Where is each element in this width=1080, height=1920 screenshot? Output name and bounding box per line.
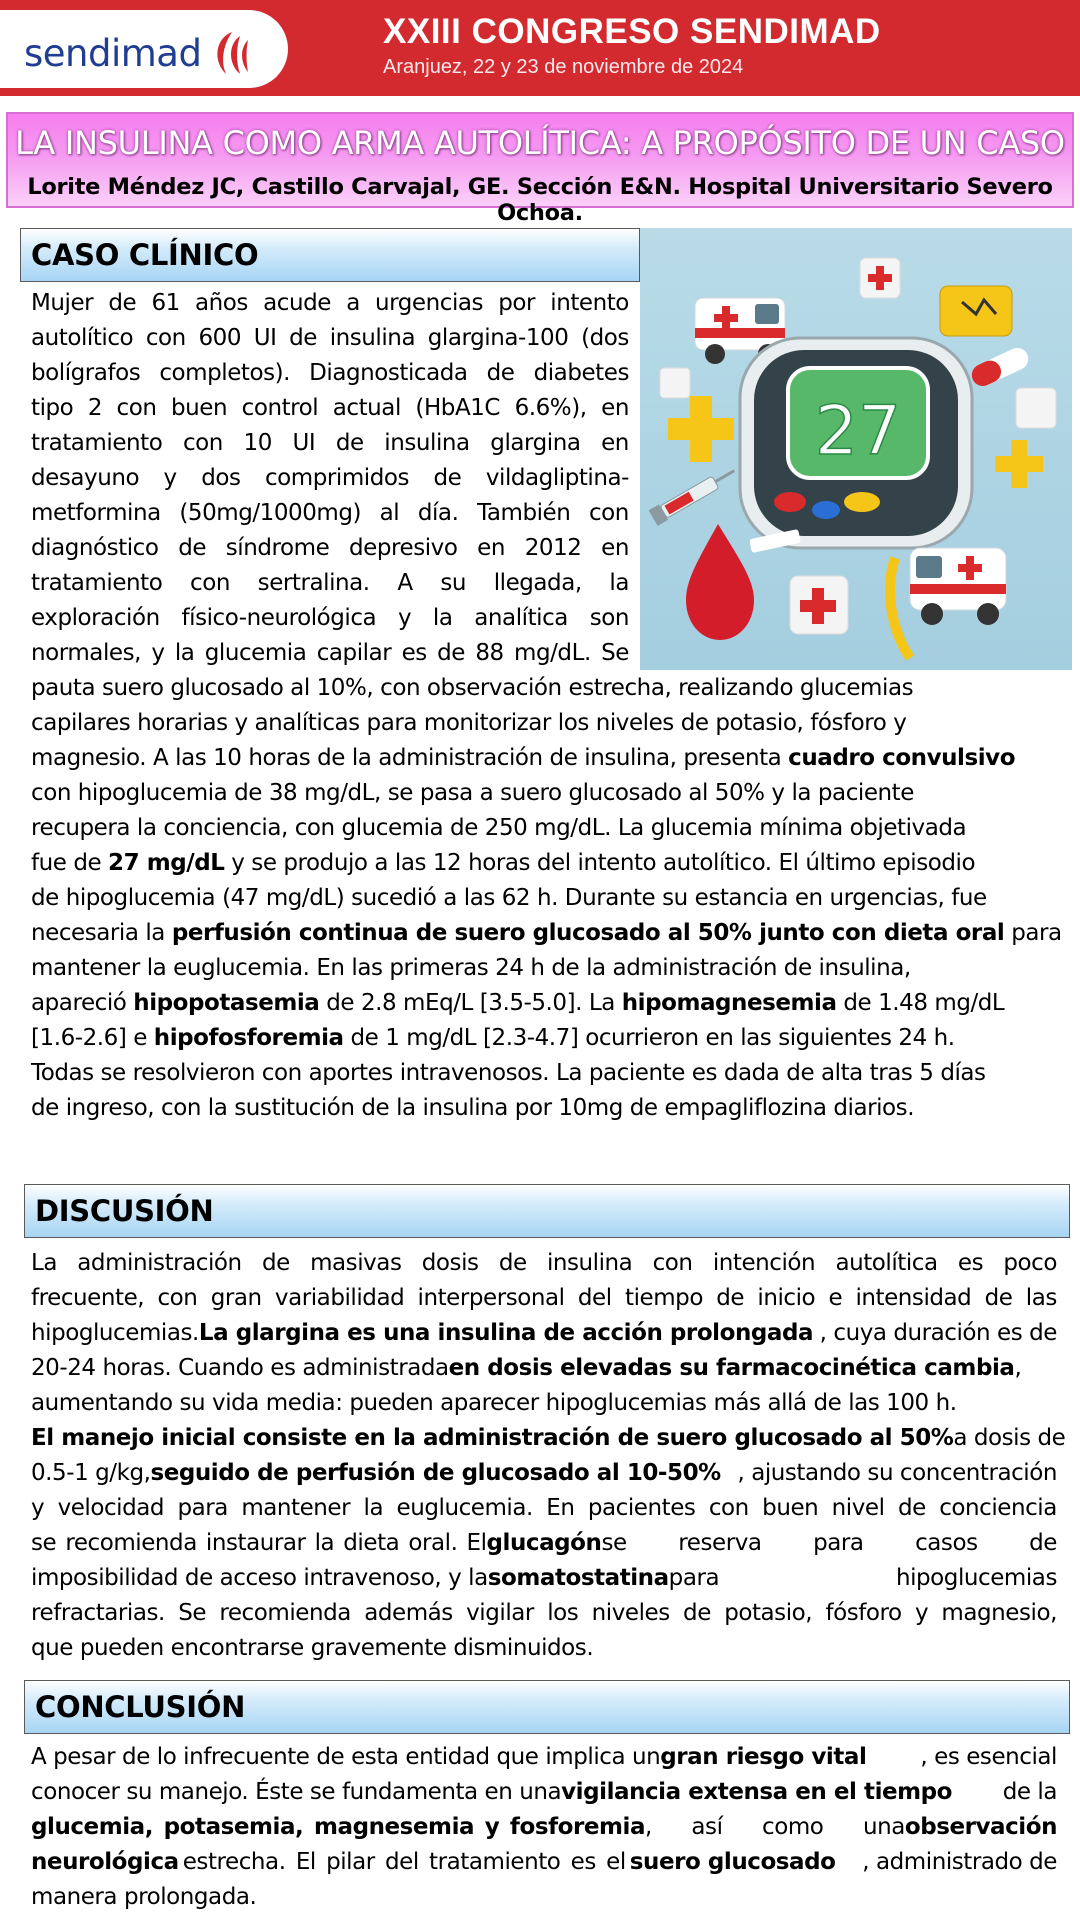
word: potasio, [724, 1600, 813, 1626]
bold-segment: suero glucosado [629, 1849, 836, 1875]
text-line [31, 1351, 1057, 1386]
word: analítica [474, 605, 568, 631]
word: tipo [31, 395, 74, 421]
word: euglucemia. [396, 1495, 533, 1521]
bold-segment: hipopotasemia [133, 990, 320, 1016]
word: e [828, 1285, 843, 1311]
text-line [31, 1561, 1057, 1596]
text-line: que pueden encontrarse gravemente disminuidos. [31, 1635, 594, 1661]
medical-box-icon [860, 258, 900, 298]
word: de [716, 1285, 745, 1311]
text-segment: necesaria la [31, 920, 172, 946]
text-line [31, 1281, 1057, 1316]
congress-title: XXIII CONGRESO SENDIMAD [383, 12, 881, 51]
word: Diagnosticada [309, 360, 468, 386]
word: de [984, 1285, 1013, 1311]
bold-segment: hipomagnesemia [621, 990, 837, 1016]
word: glargina [490, 430, 581, 456]
word: Se [601, 640, 629, 666]
word: al [379, 500, 400, 526]
word: 6.6%), [514, 395, 587, 421]
word: intención [712, 1250, 816, 1276]
word: sertralina. [257, 570, 370, 596]
word: nivel [831, 1495, 885, 1521]
word: la [363, 1495, 384, 1521]
word: control [241, 395, 319, 421]
word: completos). [159, 360, 291, 386]
congress-header [0, 0, 1080, 96]
bold-segment: glucemia, potasemia, magnesemia y fosforemia [31, 1814, 646, 1840]
word: insulina [546, 1250, 633, 1276]
text-segment: se reserva para casos de [601, 1530, 1058, 1556]
word: de [335, 430, 364, 456]
battery-box-icon [940, 286, 1012, 336]
word: con [190, 570, 230, 596]
word: del [577, 1285, 612, 1311]
text-line [31, 1526, 1057, 1561]
word: interpersonal [417, 1285, 565, 1311]
word: día. [417, 500, 459, 526]
word: dosis [421, 1250, 479, 1276]
word: llegada, [493, 570, 582, 596]
word: En [546, 1495, 575, 1521]
bold-segment: somatostatina [487, 1565, 669, 1591]
word: de [178, 535, 207, 561]
word: buen [762, 1495, 819, 1521]
text-line [31, 426, 629, 461]
word: Mujer [31, 290, 94, 316]
text-line [31, 846, 1061, 881]
text-segment: [1.6-2.6] e [31, 1025, 154, 1051]
word: vigilar [466, 1600, 534, 1626]
word: físico-neurológica [181, 605, 377, 631]
bold-segment: perfusión continua de suero glucosado al 50% junto con dieta oral [171, 920, 1005, 946]
bold-segment: hipofosforemia [153, 1025, 344, 1051]
word: glargina-100 [427, 325, 569, 351]
word: 10 [243, 430, 272, 456]
bold-segment: seguido de perfusión de glucosado al 10-50% [150, 1460, 721, 1486]
poster-title: LA INSULINA COMO ARMA AUTOLÍTICA: A PROPÓSITO DE UN CASO [15, 124, 1065, 162]
word: con [145, 325, 186, 351]
word: UI [292, 430, 316, 456]
bold-segment: gran riesgo vital [660, 1744, 867, 1770]
word: insulina [329, 325, 416, 351]
bold-segment: La glargina es una insulina de acción prolongada [198, 1320, 814, 1346]
text-line: de ingreso, con la sustitución de la insulina por 10mg de empagliflozina diarios. [31, 1095, 915, 1121]
word: tratamiento [31, 430, 163, 456]
text-line: recupera la conciencia, con glucemia de 250 mg/dL. La glucemia mínima objetivada [31, 815, 967, 841]
bold-segment: neurológica [31, 1849, 179, 1875]
word: exploración [31, 605, 160, 631]
word: y [914, 1600, 929, 1626]
text-line [31, 391, 629, 426]
word: magnesio, [941, 1600, 1057, 1626]
word: para [177, 1495, 228, 1521]
caso-clinico-heading [20, 228, 640, 282]
word: recomienda [219, 1600, 351, 1626]
word: pacientes [587, 1495, 696, 1521]
word: (50mg/1000mg) [179, 500, 362, 526]
word: y [397, 605, 412, 631]
word: mg/dL. [514, 640, 591, 666]
text-segment: conocer su manejo. Éste se fundamenta en una [31, 1779, 562, 1805]
word: tratamiento [31, 570, 163, 596]
text-segment: se recomienda instaurar la dieta oral. El [31, 1530, 487, 1556]
text-segment: , así como una [645, 1814, 905, 1840]
word: intento [550, 290, 629, 316]
text-line [31, 1810, 1057, 1845]
text-line [31, 1316, 1057, 1351]
word: con [182, 430, 223, 456]
poster-title-band [6, 112, 1074, 226]
text-line: con hipoglucemia de 38 mg/dL, se pasa a suero glucosado al 50% y la paciente [31, 780, 914, 806]
word: conciencia [939, 1495, 1057, 1521]
text-line [31, 1021, 1061, 1056]
word: variabilidad [274, 1285, 405, 1311]
word: de [433, 465, 462, 491]
text-segment: A pesar de lo infrecuente de esta entidad que implica un [31, 1744, 661, 1770]
discusion-text [31, 1246, 1066, 1666]
word: inicio [757, 1285, 816, 1311]
text-line [31, 1421, 1066, 1456]
bold-segment: 27 mg/dL [108, 850, 225, 876]
text-segment: y se produjo a las 12 horas del intento autolítico. El último episodio [224, 850, 976, 876]
text-segment: a dosis de [953, 1425, 1066, 1451]
caso-clinico-wide-text [31, 671, 1061, 1126]
text-line [31, 916, 1061, 951]
sugar-cube-icon [660, 368, 690, 398]
word: diabetes [533, 360, 629, 386]
text-line [31, 1491, 1057, 1526]
word: y [151, 640, 165, 666]
word: su [440, 570, 466, 596]
word: poco [1003, 1250, 1057, 1276]
word: de [486, 360, 515, 386]
text-segment: fue de [31, 850, 109, 876]
text-line: de hipoglucemia (47 mg/dL) sucedió a las 62 h. Durante su estancia en urgencias, fue [31, 885, 987, 911]
word: Se [178, 1600, 207, 1626]
word: fósforo [825, 1600, 902, 1626]
word: desayuno [31, 465, 140, 491]
word: en [601, 395, 629, 421]
word: 88 [475, 640, 504, 666]
text-segment: hipoglucemias. [31, 1320, 199, 1346]
medical-box-icon [790, 576, 848, 634]
text-segment: de 1.48 mg/dL [836, 990, 1005, 1016]
text-line [31, 986, 1061, 1021]
word: con [157, 1285, 198, 1311]
word: glucemia [204, 640, 307, 666]
conclusion-heading-text: CONCLUSIÓN [35, 1690, 246, 1724]
word: de [289, 325, 318, 351]
word: administración [77, 1250, 242, 1276]
sendimad-logo-icon [202, 30, 258, 78]
text-line [31, 286, 629, 321]
word: dos [201, 465, 241, 491]
word: UI [253, 325, 277, 351]
text-line [31, 461, 629, 496]
word: 2 [87, 395, 102, 421]
text-line [31, 1740, 1057, 1775]
text-segment: para [1004, 920, 1062, 946]
word: actual [332, 395, 401, 421]
word: en [477, 535, 505, 561]
text-line: capilares horarias y analíticas para monitorizar los niveles de potasio, fósforo y [31, 710, 907, 736]
word: (HbA1C [415, 395, 501, 421]
word: masivas [310, 1250, 402, 1276]
word: acude [263, 290, 331, 316]
word: los [547, 1600, 579, 1626]
discusion-heading-text: DISCUSIÓN [35, 1194, 214, 1228]
word: intensidad [855, 1285, 972, 1311]
word: con [708, 1495, 749, 1521]
word: gran [210, 1285, 262, 1311]
text-segment: estrecha. El pilar del tratamiento es el [182, 1849, 626, 1875]
text-segment: de 1 mg/dL [2.3-4.7] ocurrieron en las siguientes 24 h. [343, 1025, 955, 1051]
word: además [364, 1600, 453, 1626]
word: es [957, 1250, 984, 1276]
text-line [31, 496, 629, 531]
congress-subtitle: Aranjuez, 22 y 23 de noviembre de 2024 [383, 56, 744, 78]
word: mantener [241, 1495, 351, 1521]
text-segment: 0.5-1 g/kg, [31, 1460, 151, 1486]
text-segment: , [1014, 1355, 1022, 1381]
text-segment: , cuya duración es de [819, 1320, 1057, 1346]
word: autolítico [31, 325, 134, 351]
word: bolígrafos [31, 360, 141, 386]
word: niveles [591, 1600, 670, 1626]
word: de [261, 1250, 290, 1276]
conclusion-text [31, 1740, 1057, 1915]
word: normales, [31, 640, 141, 666]
text-segment: de 2.8 mEq/L [3.5-5.0]. La [319, 990, 622, 1016]
word: son [589, 605, 629, 631]
text-line [31, 1246, 1057, 1281]
text-line [31, 1456, 1057, 1491]
word: comprimidos [264, 465, 410, 491]
text-line [31, 1596, 1057, 1631]
text-line [31, 741, 1061, 776]
word: con [116, 395, 157, 421]
word: (dos [581, 325, 629, 351]
logo-container [0, 10, 288, 88]
text-line [31, 1845, 1057, 1880]
word: 600 [198, 325, 242, 351]
word: la [174, 640, 195, 666]
text-segment: 20-24 horas. Cuando es administrada [31, 1355, 449, 1381]
text-line [31, 531, 629, 566]
word: por [498, 290, 536, 316]
discusion-heading [24, 1184, 1070, 1238]
word: vildagliptina- [485, 465, 629, 491]
word: de [897, 1495, 926, 1521]
text-line: mantener la euglucemia. En las primeras 24 h de la administración de insulina, [31, 955, 911, 981]
bold-segment: vigilancia extensa en el tiempo [561, 1779, 953, 1805]
word: insulina [384, 430, 470, 456]
text-line [31, 636, 629, 671]
poster-authors: Lorite Méndez JC, Castillo Carvajal, GE. Sección E&N. Hospital Universitario Severo Ochoa. [27, 174, 1053, 226]
word: tiempo [625, 1285, 703, 1311]
text-segment: apareció [31, 990, 134, 1016]
word: años [195, 290, 248, 316]
word: a [346, 290, 360, 316]
word: en [601, 535, 629, 561]
word: 61 [151, 290, 180, 316]
word: depresivo [349, 535, 458, 561]
word: de [437, 640, 465, 666]
text-segment: para hipoglucemias [668, 1565, 1057, 1591]
text-line [31, 566, 629, 601]
text-line [31, 1775, 1057, 1810]
text-segment: , es esencial [920, 1744, 1057, 1770]
word: es [401, 640, 427, 666]
word: autolítica [835, 1250, 938, 1276]
word: urgencias [375, 290, 484, 316]
word: de [683, 1600, 711, 1626]
word: y [163, 465, 177, 491]
sendimad-logo-text: sendimad [24, 32, 202, 75]
text-segment: , ajustando su concentración [737, 1460, 1057, 1486]
word: síndrome [225, 535, 330, 561]
word: la [432, 605, 453, 631]
word: metformina [31, 500, 161, 526]
bold-segment: El manejo inicial consiste en la administración de suero glucosado al 50% [31, 1425, 954, 1451]
word: La [31, 1250, 58, 1276]
caso-clinico-narrow-text [31, 286, 629, 671]
text-line [31, 601, 629, 636]
word: 2012 [524, 535, 582, 561]
word: en [601, 430, 629, 456]
word: capilar [316, 640, 392, 666]
word: la [609, 570, 629, 596]
word: A [397, 570, 413, 596]
bold-segment: en dosis elevadas su farmacocinética cambia [448, 1355, 1015, 1381]
word: frecuente, [31, 1285, 145, 1311]
word: diagnóstico [31, 535, 159, 561]
text-line: manera prolongada. [31, 1884, 257, 1910]
glucometer-illustration [640, 228, 1072, 670]
text-line: pauta suero glucosado al 10%, con observación estrecha, realizando glucemias [31, 675, 914, 701]
word: velocidad [57, 1495, 165, 1521]
word: buen [171, 395, 228, 421]
glucometer-display-value: 27 [814, 392, 902, 471]
bold-segment: glucagón [486, 1530, 602, 1556]
word: de [108, 290, 137, 316]
text-line [31, 356, 629, 391]
word: con [588, 500, 629, 526]
word: de [498, 1250, 527, 1276]
text-line [31, 321, 629, 356]
text-line: aumentando su vida media: pueden aparecer hipoglucemias más allá de las 100 h. [31, 1390, 957, 1416]
word: y [31, 1495, 45, 1521]
text-segment: de la [1002, 1779, 1057, 1805]
bold-segment: observación [904, 1814, 1057, 1840]
word: También [477, 500, 571, 526]
bold-segment: cuadro convulsivo [788, 745, 1016, 771]
conclusion-heading [24, 1680, 1070, 1734]
text-segment: magnesio. A las 10 horas de la administración de insulina, presenta [31, 745, 789, 771]
word: con [652, 1250, 693, 1276]
text-line: Todas se resolvieron con aportes intravenosos. La paciente es dada de alta tras 5 días [31, 1060, 986, 1086]
word: refractarias. [31, 1600, 165, 1626]
text-segment: , administrado de [862, 1849, 1057, 1875]
sugar-cube-icon [1016, 388, 1056, 428]
text-segment: imposibilidad de acceso intravenoso, y la [31, 1565, 488, 1591]
word: las [1025, 1285, 1057, 1311]
caso-clinico-heading-text: CASO CLÍNICO [31, 238, 259, 272]
